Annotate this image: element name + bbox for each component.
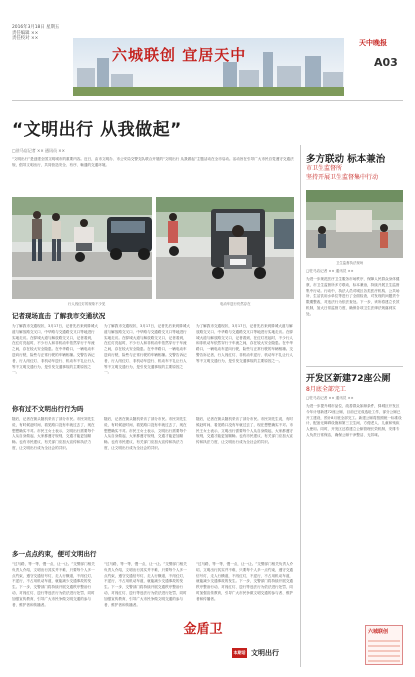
campaign-ad-box <box>365 625 403 665</box>
section-heading-2: 你有过不文明出行行为吗 <box>12 405 84 413</box>
photo-caption-2: 电动车逆行仍然存在 <box>220 302 251 306</box>
photo-pedestrians <box>12 197 152 299</box>
proofreader-line: 责任校对 ×× <box>12 36 39 42</box>
section-text-2b: 随后，记者在街头随机采访了部分市民。市民刘先生说，有时候赶时间，看见路口没有车就过去了，现在想想确实不对。市民王女士表示，文明出行需要每个人从自身做起，大家都遵守规则，交通才能更加顺畅。也有市民建议，有关部门应加大宣传和执法力度，让文明出行成为全社会的共识。 <box>104 417 187 450</box>
page-number: A03 <box>374 56 398 69</box>
section-text-2c: 随后，记者在街头随机采访了部分市民。市民刘先生说，有时候赶时间，看见路口没有车就过去了，现在想想确实不对。市民王女士表示，文明出行需要每个人从自身做起，大家都遵守规则，交通才能更加顺畅。也有市民建议，有关部门应加大宣传和执法力度，让文明出行成为全社会的共识。 <box>196 417 294 445</box>
section-heading-3: 多一点点约束，便可文明出行 <box>12 550 97 558</box>
police-badge-stamp: 金盾卫 <box>183 622 223 637</box>
photo-tricycle <box>156 197 294 299</box>
section-text-3c: “过马路，等一等，慢一点，让一让。”交警部门相关负责人介绍，文明出行其实并不难，只要每个人多一点约束，遵守交通信号灯，走人行横道，不闯红灯，不逆行，不占用机动车道，就能减少交通事故的发生。下一步，交警部门将持续开展交通秩序整治行动，对闯红灯、逆行等违法行为依法进行处罚，同时加强宣传教育，引导广大市民争做文明交通的参与者、维护者和传播者。 <box>196 562 294 601</box>
section-heading-1: 记者现场直击 了解我市交通状况 <box>12 312 106 320</box>
main-byline: □驻马店记者 ×× 通讯员 ×× <box>12 148 65 153</box>
newspaper-logo: 天中晚报 <box>359 39 387 47</box>
sidebar-byline-2: □驻马店记者 ×× 通讯员 ×× <box>306 396 354 400</box>
section-text-3a: “过马路，等一等，慢一点，让一让。”交警部门相关负责人介绍，文明出行其实并不难，只要每个人多一点约束，遵守交通信号灯，走人行横道，不闯红灯，不逆行，不占用机动车道，就能减少交通事故的发生。下一步，交警部门将持续开展交通秩序整治行动，对闯红灯、逆行等违法行为依法进行处罚，同时加强宣传教育，引导广大市民争做文明交通的参与者、维护者和传播者。 <box>12 562 95 607</box>
section-text-3b: “过马路，等一等，慢一点，让一让。”交警部门相关负责人介绍，文明出行其实并不难，只要每个人多一点约束，遵守交通信号灯，走人行横道，不闯红灯，不逆行，不占用机动车道，就能减少交通事故的发生。下一步，交警部门将持续开展交通秩序整治行动，对闯红灯、逆行等违法行为依法进行处罚，同时加强宣传教育，引导广大市民争做文明交通的参与者、维护者和传播者。 <box>104 562 187 607</box>
editor-line: 责任编辑 ×× <box>12 30 39 36</box>
sidebar-deck-2: 8月底全部完工 <box>306 386 346 393</box>
section-text-2a: 随后，记者在街头随机采访了部分市民。市民刘先生说，有时候赶时间，看见路口没有车就过去了，现在想想确实不对。市民王女士表示，文明出行需要每个人从自身做起，大家都遵守规则，交通才能更加顺畅。也有市民建议，有关部门应加大宣传和执法力度，让文明出行成为全社会的共识。 <box>12 417 95 450</box>
photo-caption-1: 行人闯红灯的现象不少见 <box>68 302 106 306</box>
sidebar-photo-caption: 卫生监督执法现场 <box>336 261 364 265</box>
column-name: 文明出行 <box>251 649 279 657</box>
main-headline: “文明出行 从我做起” <box>12 120 182 140</box>
sidebar-deck-1a: 市卫生监督所 <box>306 165 343 172</box>
banner-title: 六城联创 宜居天中 <box>112 46 247 64</box>
sidebar-headline-1: 多方联动 标本兼治 <box>306 154 386 165</box>
sidebar-byline-1: □驻马店记者 ×× 通讯员 ×× <box>306 269 354 273</box>
sidebar-divider <box>306 366 403 367</box>
sidebar-photo <box>306 190 403 258</box>
sidebar-headline-2: 开发区新建72座公厕 <box>306 374 391 384</box>
section-text-1a: 为了解我市交通现状，3月17日，记者先后来到驿城大道与解放路交叉口、中华路与交通路交叉口等地进行实地走访。在驿城大道与解放路交叉口，记者看到，在红灯亮起时，不少行人和非机动车依然穿行于车流之间，存在较大安全隐患。在中华路口，一辆电动车逆向行驶，险些与正常行驶的车辆相撞。交警告诉记者，行人闯红灯、非机动车逆行、机动车不礼让行人等不文明交通行为，是引发交通事故的主要原因之一。 <box>12 324 98 375</box>
section-text-1c: 为了解我市交通现状，3月17日，记者先后来到驿城大道与解放路交叉口、中华路与交通路交叉口等地进行实地走访。在驿城大道与解放路交叉口，记者看到，在红灯亮起时，不少行人和非机动车依然穿行于车流之间，存在较大安全隐患。在中华路口，一辆电动车逆向行驶，险些与正常行驶的车辆相撞。交警告诉记者，行人闯红灯、非机动车逆行、机动车不礼让行人等不文明交通行为，是引发交通事故的主要原因之一。 <box>196 324 294 363</box>
section-text-1b: 为了解我市交通现状，3月17日，记者先后来到驿城大道与解放路交叉口、中华路与交通路交叉口等地进行实地走访。在驿城大道与解放路交叉口，记者看到，在红灯亮起时，不少行人和非机动车依然穿行于车流之间，存在较大安全隐患。在中华路口，一辆电动车逆向行驶，险些与正常行驶的车辆相撞。交警告诉记者，行人闯红灯、非机动车逆行、机动车不礼让行人等不文明交通行为，是引发交通事故的主要原因之一。 <box>104 324 190 375</box>
issue-date: 2016年3月18日 星期五 <box>12 25 60 30</box>
ad-title: 六城联创 <box>368 629 389 635</box>
ad-graphic <box>368 640 400 662</box>
sidebar-text-2: 为进一步提升城市品位，改善群众如厕条件，驿城区开发区今年计划新建72座公厕，目前已完成选址工作，部分公厕已开工建设，预计8月底全部完工。新建公厕将按照统一标准设计，配备无障碍设施和第三卫生间，方便老人、儿童和残疾人使用。同时，开发区还将建立公厕管理长效机制，安排专人负责日常保洁，确保公厕干净整洁、无异味。 <box>306 404 402 437</box>
issue-date-block <box>12 25 59 42</box>
header-divider <box>12 100 403 101</box>
column-divider <box>300 145 301 667</box>
sidebar-deck-1b: 坚持开展卫生监督集中行动 <box>306 174 379 181</box>
lead-paragraph: “文明出行”是创建全国文明城市的重要内容。近日，由市文明办、市公安局交警支队联合开展的“文明出行 从我做起”主题活动在全市启动。活动旨在引导广大市民自觉遵守交通法规，倡导文明出行，共同营造安全、有序、畅通的交通环境。 <box>12 157 294 167</box>
column-tag: 本期话题 <box>233 650 246 665</box>
sidebar-text-1: 为进一步规范医疗卫生服务市场秩序，保障人民群众身体健康，市卫生监督所多方联动，标本兼治，持续开展卫生监督集中行动。行动中，执法人员对城区各类医疗机构、公共场所、生活饮用水单位等进行了全面检查，对发现的问题责令限期整改，对违法行为依法查处。下一步，该所将建立长效机制，加大日常监督力度，确保各项卫生法律法规落到实处。 <box>306 277 400 316</box>
